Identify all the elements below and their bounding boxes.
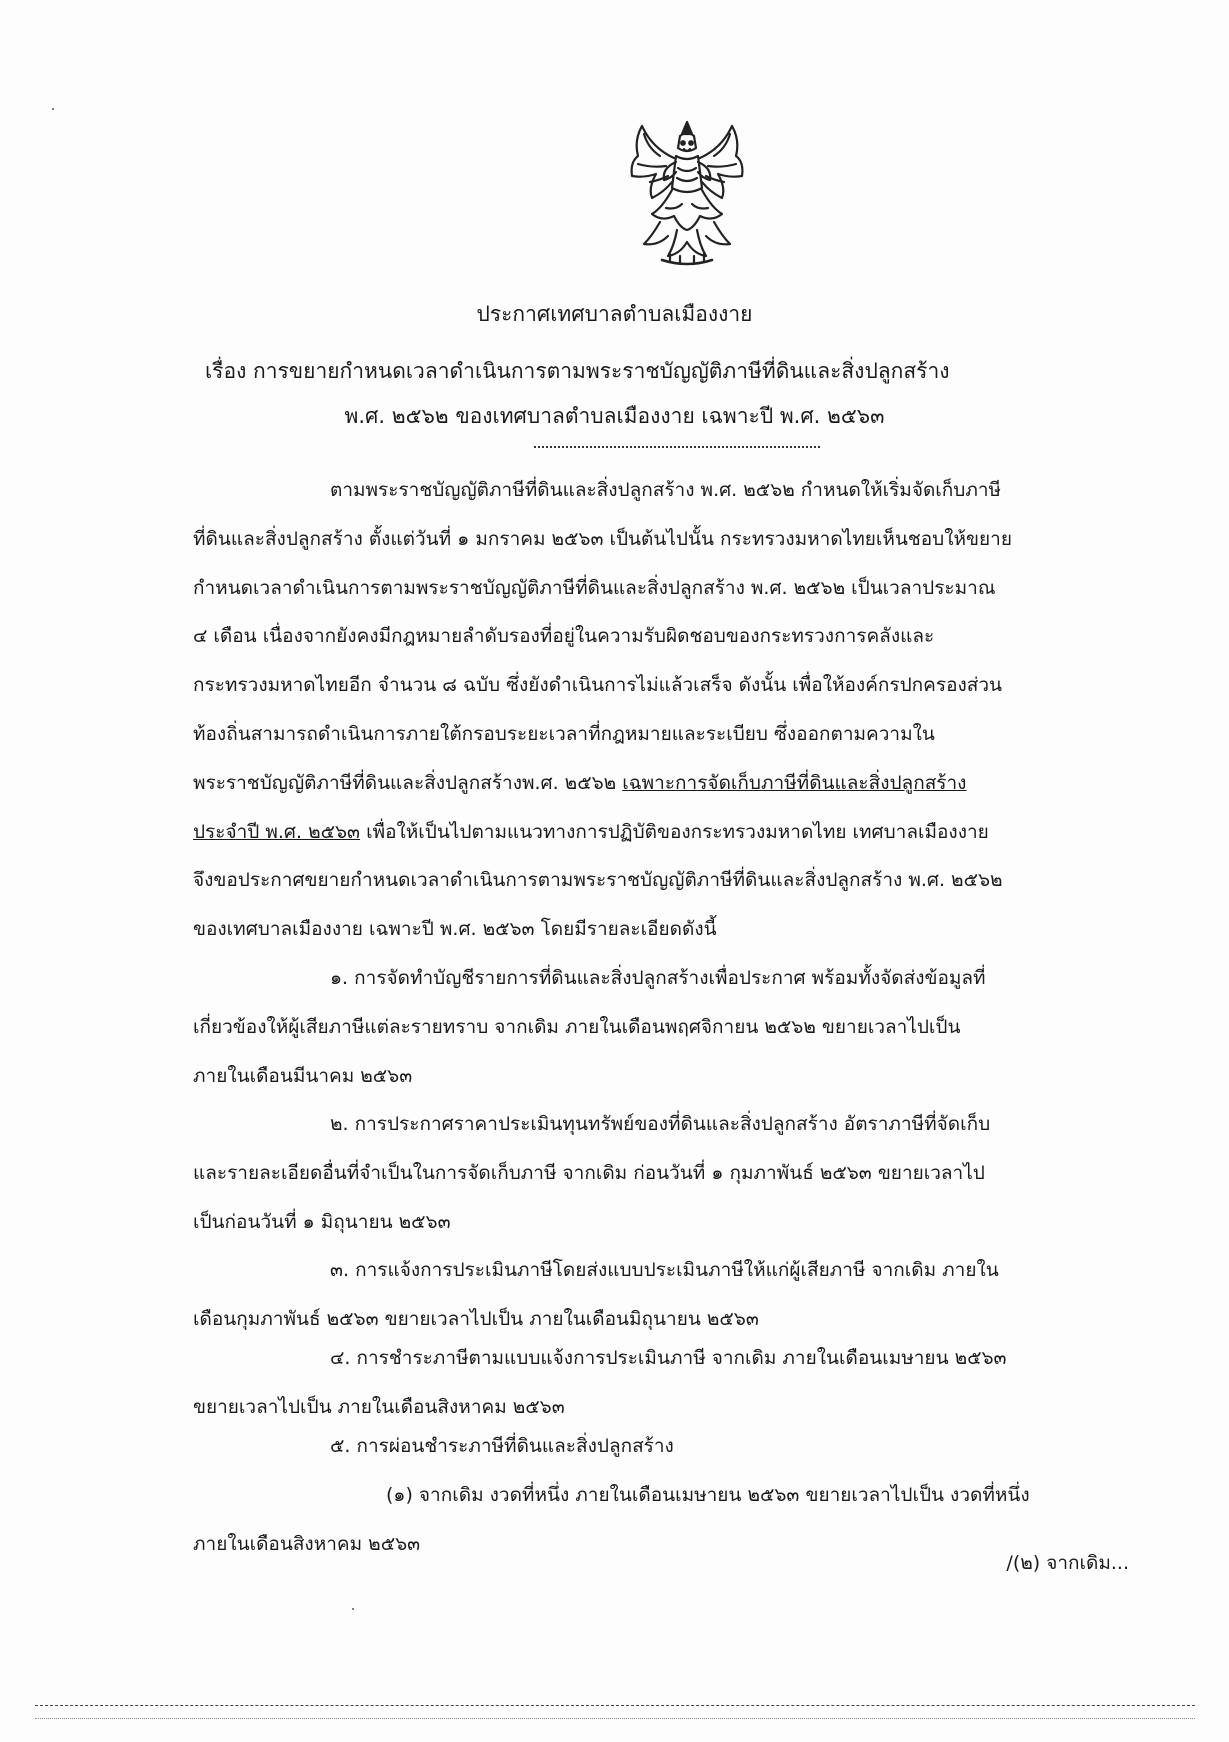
text-line: (๑) จากเดิม งวดที่หนึ่ง ภายในเดือนเมษายน ๒๕๖๓ ขยายเวลาไปเป็น งวดที่หนึ่ง [386, 1483, 1030, 1506]
text-line: ตามพระราชบัญญัติภาษีที่ดินและสิ่งปลูกสร้าง พ.ศ. ๒๕๖๒ กำหนดให้เริ่มจัดเก็บภาษี [330, 479, 1002, 501]
text-line: เกี่ยวข้องให้ผู้เสียภาษีแต่ละรายทราบ จากเดิม ภายในเดือนพฤศจิกายน ๒๕๖๒ ขยายเวลาไปเป็น [193, 1015, 961, 1038]
underlined-text: ประจำปี พ.ศ. ๒๕๖๓ [193, 820, 361, 843]
text-line [193, 759, 1113, 808]
text-line: ภายในเดือนสิงหาคม ๒๕๖๓ [193, 1532, 421, 1555]
scan-edge-line [35, 1705, 1195, 1706]
text-line: ๑. การจัดทำบัญชีรายการที่ดินและสิ่งปลูกสร้างเพื่อประกาศ พร้อมทั้งจัดส่งข้อมูลที่ [330, 967, 986, 989]
text-line: เป็นก่อนวันที่ ๑ มิถุนายน ๒๕๖๓ [193, 1210, 451, 1233]
text-line: ขยายเวลาไปเป็น ภายในเดือนสิงหาคม ๒๕๖๓ [193, 1395, 565, 1418]
text-line: ๔ เดือน เนื่องจากยังคงมีกฎหมายลำดับรองที่อยู่ในความรับผิดชอบของกระทรวงการคลังและ [193, 625, 935, 648]
list-item-1 [193, 954, 1113, 1100]
text-segment: พระราชบัญญัติภาษีที่ดินและสิ่งปลูกสร้างพ.ศ. ๒๕๖๒ [193, 771, 623, 794]
text-line: ๓. การแจ้งการประเมินภาษีโดยส่งแบบประเมินภาษีให้แก่ผู้เสียภาษี จากเดิม ภายใน [330, 1259, 999, 1281]
text-line: ท้องถิ่นสามารถดำเนินการภายใต้กรอบระยะเวลาที่กฎหมายและระเบียบ ซึ่งออกตามความใน [193, 722, 935, 745]
underlined-text: เฉพาะการจัดเก็บภาษีที่ดินและสิ่งปลูกสร้าง [622, 771, 967, 794]
text-line: กระทรวงมหาดไทยอีก จำนวน ๘ ฉบับ ซึ่งยังดำเนินการไม่แล้วเสร็จ ดังนั้น เพื่อให้องค์กรปกครองส่วน [193, 674, 1003, 697]
continuation-marker: /(๒) จากเดิม... [1006, 1552, 1129, 1574]
list-item-4 [193, 1334, 1113, 1432]
text-line: ๔. การชำระภาษีตามแบบแจ้งการประเมินภาษี จากเดิม ภายในเดือนเมษายน ๒๕๖๓ [330, 1347, 1007, 1369]
text-line: ของเทศบาลเมืองงาย เฉพาะปี พ.ศ. ๒๕๖๓ โดยมีรายละเอียดดังนี้ [193, 918, 717, 941]
title-separator [534, 446, 820, 448]
list-item-5 [193, 1422, 1113, 1568]
text-line [193, 808, 1113, 857]
scan-speck [352, 1608, 354, 1610]
scan-speck [52, 108, 54, 110]
announcement-subject-year: พ.ศ. ๒๕๖๒ ของเทศบาลตำบลเมืองงาย เฉพาะปี พ.ศ. ๒๕๖๓ [344, 404, 885, 428]
list-item-3 [193, 1246, 1113, 1344]
text-line: ๕. การผ่อนชำระภาษีที่ดินและสิ่งปลูกสร้าง [330, 1435, 674, 1457]
garuda-emblem-icon [622, 118, 752, 268]
text-line: เดือนกุมภาพันธ์ ๒๕๖๓ ขยายเวลาไปเป็น ภายในเดือนมิถุนายน ๒๕๖๓ [193, 1307, 759, 1330]
text-line: กำหนดเวลาดำเนินการตามพระราชบัญญัติภาษีที่ดินและสิ่งปลูกสร้าง พ.ศ. ๒๕๖๒ เป็นเวลาประมาณ [193, 576, 996, 599]
text-line: และรายละเอียดอื่นที่จำเป็นในการจัดเก็บภาษี จากเดิม ก่อนวันที่ ๑ กุมภาพันธ์ ๒๕๖๓ ขยายเวลาไป [193, 1161, 985, 1184]
text-line: จึงขอประกาศขยายกำหนดเวลาดำเนินการตามพระราชบัญญัติภาษีที่ดินและสิ่งปลูกสร้าง พ.ศ. ๒๕๖๒ [193, 869, 1003, 892]
list-item-2 [193, 1100, 1113, 1246]
text-line: ที่ดินและสิ่งปลูกสร้าง ตั้งแต่วันที่ ๑ มกราคม ๒๕๖๓ เป็นต้นไปนั้น กระทรวงมหาดไทยเห็นชอบให้ขยาย [193, 527, 1012, 550]
announcement-title: ประกาศเทศบาลตำบลเมืองงาย [476, 302, 753, 326]
scan-edge-line [35, 1718, 1195, 1719]
text-line: ภายในเดือนมีนาคม ๒๕๖๓ [193, 1064, 413, 1087]
intro-paragraph [193, 466, 1113, 954]
text-line: ๒. การประกาศราคาประเมินทุนทรัพย์ของที่ดินและสิ่งปลูกสร้าง อัตราภาษีที่จัดเก็บ [330, 1113, 991, 1135]
announcement-subject: เรื่อง การขยายกำหนดเวลาดำเนินการตามพระราชบัญญัติภาษีที่ดินและสิ่งปลูกสร้าง [205, 359, 950, 383]
text-segment: เพื่อให้เป็นไปตามแนวทางการปฏิบัติของกระทรวงมหาดไทย เทศบาลเมืองงาย [360, 820, 989, 843]
